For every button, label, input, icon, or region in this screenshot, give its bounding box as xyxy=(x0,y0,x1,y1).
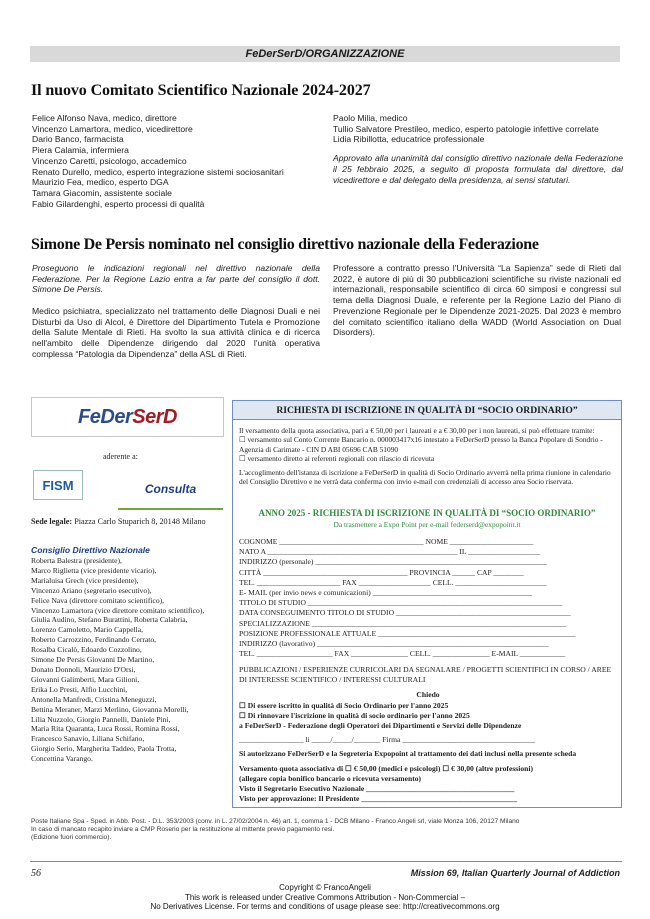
consiglio-line: Bettina Meraner, Marzi Merlino, Giovanna Morelli, xyxy=(31,704,189,714)
form-field[interactable]: TEL. ______________________ FAX ___________________ CELL. ________________________ xyxy=(239,577,547,587)
member-item: Renato Durello, medico, esperto integrazione sistemi sociosanitari xyxy=(32,166,284,177)
aderente-label: aderente a: xyxy=(103,452,138,461)
consiglio-line: Francesco Sanavio, Liliana Schifano, xyxy=(31,734,145,744)
members-list-right xyxy=(333,113,623,185)
form-title: RICHIESTA DI ISCRIZIONE IN QUALITÀ DI “SOCIO ORDINARIO” xyxy=(233,401,621,420)
form-visto-segretario: Visto il Segretario Esecutivo Nazionale _______________________________________ xyxy=(239,784,515,794)
member-item: Vincenzo Caretti, psicologo, accademico xyxy=(32,155,187,166)
consiglio-line: Vincenzo Lamartora (vice direttore comitato scientifico), xyxy=(31,605,205,615)
postal-line: Poste Italiane Spa - Sped. in Abb. Post. - D.L. 353/2003 (conv. in L. 27/02/2004 n. 46) art. 1, comma 1 - DCB Milano - Franco Angeli srl, viale Monza 106, 20127 Milano xyxy=(31,818,520,825)
copyright-notice xyxy=(0,883,650,912)
license-line: This work is released under Creative Commons Attribution - Non-Commercial – xyxy=(184,892,466,902)
postal-footnote xyxy=(31,818,623,843)
postal-line: (Edizione fuori commercio). xyxy=(31,834,112,842)
consulta-logo: Consulta xyxy=(118,470,223,510)
member-item: Paolo Milia, medico xyxy=(333,113,408,123)
article-body-left: Medico psichiatra, specializzato nel trattamento delle Diagnosi Duali e nei Disturbi da Uso di Alcol, è Direttore del Dipartimento Tutela e Promozione della Salute Mentale di Rieti. Ha svolto la sua attività clinica e di ricerca nell'ambito delle Dipendenze dirigendo dal 2020 l'unità operativa complessa “Patologia da Dipendenza” della ASL di Rieti. xyxy=(32,306,320,359)
consiglio-line: Marialuisa Grech (vice presidente), xyxy=(31,575,139,585)
option-rinnovo[interactable]: ☐ Di rinnovare l'iscrizione in qualità di socio ordinario per l'anno 2025 xyxy=(239,710,470,720)
form-field[interactable]: POSIZIONE PROFESSIONALE ATTUALE ____________________________________________________ xyxy=(239,628,576,638)
article-intro: Proseguono le indicazioni regionali nel direttivo nazionale della Federazione. Per la Regione Lazio entra a far parte del consiglio il dott. Simone De Persis. xyxy=(32,263,320,295)
fism-logo: FISM xyxy=(33,470,83,500)
form-text: ☐ versamento sul Conto Corrente Bancario n. 000003417x16 intestato a FeDerSerD presso la Banca Popolare di Sondrio - Agenzia di Carimate - CIN D ABI 05696 CAB 51090 xyxy=(239,435,603,454)
form-field[interactable]: INDIRIZZO (personale) _____________________________________________________________ xyxy=(239,557,547,567)
license-line: No Derivatives License. For terms and conditions of usage please see: http://creativecommons.org xyxy=(150,902,500,912)
consiglio-line: Maria Rita Quaranta, Luca Rossi, Romina Rossi, xyxy=(31,724,180,734)
member-item: Vincenzo Lamartora, medico, vicedirettore xyxy=(32,123,193,134)
consiglio-line: Lorenzo Camoletto, Mario Cappella, xyxy=(31,625,143,635)
consiglio-line: Giovanni Galimberti, Mara Gilioni, xyxy=(31,674,140,684)
consiglio-direttivo xyxy=(31,545,226,764)
form-field[interactable]: CITTÀ ______________________________________ PROVINCIA ______ CAP ________ xyxy=(239,567,524,577)
form-field[interactable]: SPECIALIZZAZIONE ___________________________________________________________________ xyxy=(239,618,567,628)
form-federazione: a FeDerSerD - Federazione degli Operatori dei Dipartimenti e Servizi delle Dipendenze xyxy=(239,721,522,731)
form-date-signature[interactable]: _________________ li _____/_____/_______ Firma ___________________________________ xyxy=(239,735,536,745)
member-item: Tullio Salvatore Prestileo, medico, esperto patologie infettive correlate xyxy=(333,123,599,134)
article-body-right: Professore a contratto presso l'Università “La Sapienza” sede di Rieti dal 2022, è autore di più di 30 pubblicazioni scientifiche su riviste nazionali ed internazionali, responsabile scientifico di circa 60 simposi e congressi sul tema della Diagnosi Duale, e referente per la Regione Lazio del Piano di Prevenzione Regionale per le Dipendenze 2021-2025. Dal 2023 è membro del comitato scientifico italiano della WADD (World Association on Dual Disorders). xyxy=(333,263,621,338)
consiglio-line: Erika Lo Presti, Alfio Lucchini, xyxy=(31,684,128,694)
section-header: FeDerSerD/ORGANIZZAZIONE xyxy=(30,46,620,62)
form-field[interactable]: INDIRIZZO (lavorativo) _____________________________________________________________ xyxy=(239,639,549,649)
consiglio-line: Antonella Manfredi, Cristina Meneguzzi, xyxy=(31,694,157,704)
article-title-de-persis: Simone De Persis nominato nel consiglio direttivo nazionale della Federazione xyxy=(31,236,539,253)
consiglio-line: Marco Riglietta (vice presidente vicario), xyxy=(31,565,157,575)
form-field[interactable]: TITOLO DI STUDIO ___________________________________________________________________ xyxy=(239,598,563,608)
members-list-left xyxy=(32,113,322,209)
page-number: 56 xyxy=(31,868,41,879)
consiglio-line: Giulia Audino, Stefano Burattini, Roberta Calabria, xyxy=(31,615,188,625)
membership-form xyxy=(232,400,622,808)
form-privacy-consent: Si autorizzano FeDerSerD e la Segreteria Expopoint al trattamento dei dati inclusi nella presente scheda xyxy=(239,749,577,759)
member-item: Fabio Gilardenghi, esperto processi di qualità xyxy=(32,198,205,209)
form-field[interactable]: NATO A __________________________________________________ IL ___________________ xyxy=(239,547,541,557)
form-chiedo: Chiedo xyxy=(416,690,440,700)
member-item: Felice Alfonso Nava, medico, direttore xyxy=(32,113,177,123)
form-text: L'accoglimento dell'istanza di iscrizione a FeDerSerD in qualità di Socio Ordinario avverrà nella prima riunione in calendario del Consiglio Direttivo e ne verrà data conferma con invio e-mail con credenziali di accesso area Socio riservata. xyxy=(239,467,611,487)
sede-address: Piazza Carlo Stuparich 8, 20148 Milano xyxy=(74,517,206,526)
form-field[interactable]: DATA CONSEGUIMENTO TITOLO DI STUDIO ______________________________________________ xyxy=(239,608,571,618)
form-text: Il versamento della quota associativa, pari a € 50,00 per i laureati e a € 30,00 per i non laureati, si può effettuare tramite: xyxy=(239,426,595,435)
form-year-subtitle: Da trasmettere a Expo Point per e-mail federserd@expopoint.it xyxy=(333,520,521,529)
consiglio-title: Consiglio Direttivo Nazionale xyxy=(31,545,150,555)
member-item: Maurizio Fea, medico, esperto DGA xyxy=(32,177,169,188)
member-item: Tamara Giacomin, assistente sociale xyxy=(32,187,172,198)
member-item: Piera Calamia, infermiera xyxy=(32,145,129,156)
postal-line: In caso di mancato recapito inviare a CMP Roserio per la restituzione al mittente previo pagamento resi. xyxy=(31,826,335,834)
approval-note: Approvato alla unanimità dal consiglio direttivo nazionale della Federazione il 25 febbraio 2025, a seguito di proposta formulata dal direttore, dal vicedirettore e dal delegato della presidenza, ai sensi statutari. xyxy=(333,153,623,185)
article-title-comitato: Il nuovo Comitato Scientifico Nazionale 2024-2027 xyxy=(31,82,371,99)
journal-name: Mission 69, Italian Quarterly Journal of Addiction xyxy=(410,868,620,878)
consiglio-line: Giorgio Serio, Margherita Taddeo, Paola Trotta, xyxy=(31,744,177,754)
form-field[interactable]: E- MAIL (per invio news e comunicazioni) __________________________________________ xyxy=(239,588,533,598)
form-instructions xyxy=(239,426,617,486)
footer-divider xyxy=(30,861,622,862)
form-field[interactable]: COGNOME ______________________________________ NOME ______________________ xyxy=(239,537,534,546)
logo-part-a: FeDer xyxy=(78,405,133,428)
form-publications: PUBBLICAZIONI / ESPERIENZE CURRICOLARI DA SEGNALARE / PROGETTI SCIENTIFICI IN CORSO / AREE DI INTERESSE SCIENTIFICO / INTERESSI CULTURALI xyxy=(239,665,612,684)
consiglio-line: Lilia Nuzzolo, Giorgio Pannelli, Daniele Pini, xyxy=(31,714,171,724)
form-quota[interactable]: Versamento quota associativa di ☐ € 50,00 (medici e psicologi) ☐ € 30,00 (altre professioni) xyxy=(239,763,534,773)
consiglio-line: Simone De Persis Giovanni De Martino, xyxy=(31,655,155,665)
form-fields xyxy=(239,537,617,804)
form-text: ☐ versamento diretto ai referenti regionali con rilascio di ricevuta xyxy=(239,454,435,464)
form-year-title: ANNO 2025 - RICHIESTA DI ISCRIZIONE IN QUALITÀ DI “SOCIO ORDINARIO” xyxy=(258,508,596,518)
member-item: Dario Banco, farmacista xyxy=(32,134,124,145)
federserd-logo xyxy=(31,397,224,437)
consiglio-line: Donato Donnoli, Maurizio D'Orsi, xyxy=(31,664,136,674)
consiglio-line: Rosalba Cicalò, Edoardo Cozzolino, xyxy=(31,645,142,655)
sede-legale xyxy=(31,517,206,526)
sede-label: Sede legale: xyxy=(31,517,73,526)
consiglio-line: Roberto Carrozzino, Ferdinando Cerrato, xyxy=(31,635,157,645)
consiglio-line: Concettina Varango. xyxy=(31,754,93,764)
consiglio-line: Felice Nava (direttore comitato scientifico), xyxy=(31,595,165,605)
form-field[interactable]: TEL. ____________________ FAX _______________ CELL. _______________ E-MAIL ____________ xyxy=(239,649,566,659)
copyright-line: Copyright © FrancoAngeli xyxy=(279,883,371,892)
option-iscrizione[interactable]: ☐ Di essere iscritto in qualità di Socio Ordinario per l'anno 2025 xyxy=(239,700,449,710)
form-visto-presidente: Visto per approvazione: Il Presidente _________________________________________ xyxy=(239,794,517,804)
consiglio-line: Vincenzo Ariano (segretario esecutivo), xyxy=(31,585,152,595)
member-item: Lidia Ribillotta, educatrice professionale xyxy=(333,134,485,145)
form-allegare: (allegare copia bonifico bancario o ricevuta versamento) xyxy=(239,773,422,783)
logo-part-b: SerD xyxy=(132,405,177,428)
consiglio-line: Roberta Balestra (presidente), xyxy=(31,556,122,565)
